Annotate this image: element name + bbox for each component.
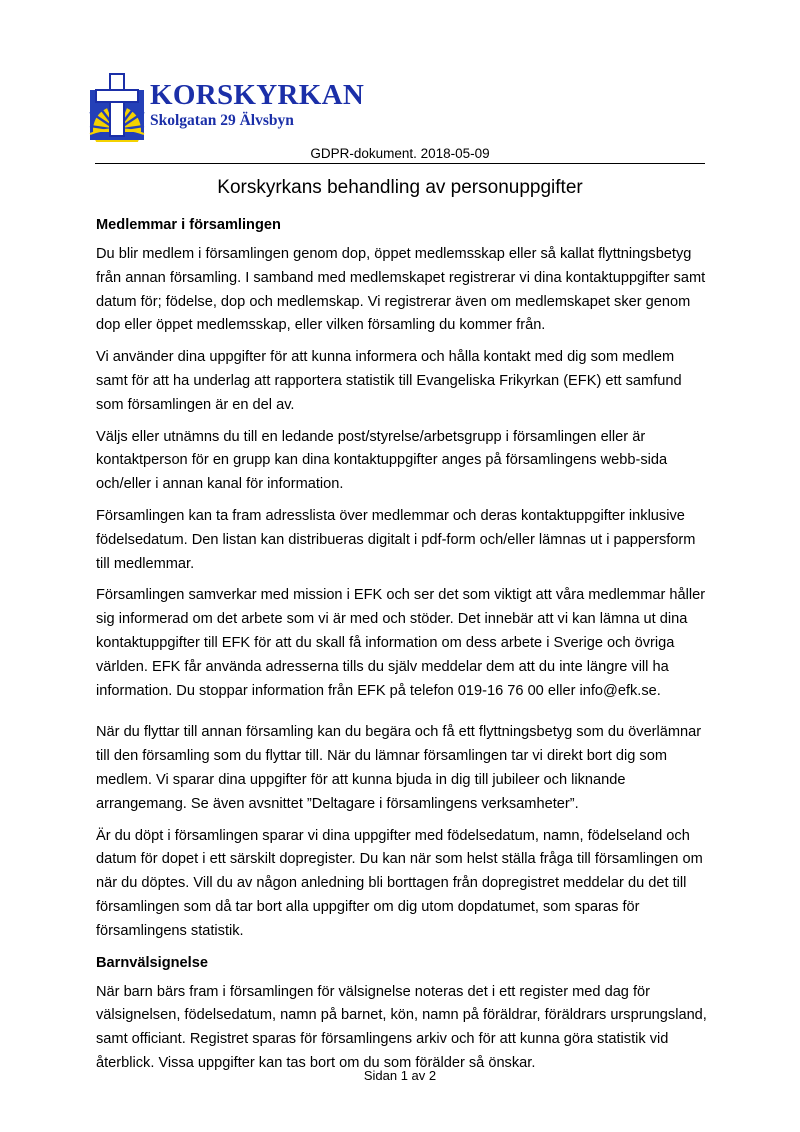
paragraph: Församlingen samverkar med mission i EFK och ser det som viktigt att våra medlemmar håller sig informerad om det arbete som vi är med och stöder. Det innebär att vi kan lämna ut dina kontaktuppgifter till EFK för att du skall få information om dess arbete i Sverige och övriga världen. EFK får använda adresserna tills du själv meddelar dem att du inte längre vill ha information. Du stoppar information från EFK på telefon 019-16 76 00 eller info@efk.se. [96,587,706,699]
paragraph: Väljs eller utnämns du till en ledande post/styrelse/arbetsgrupp i församlingen eller är kontaktperson för en grupp kan dina kontaktuppgifter anges på församlingens webb-sida och/eller i annan kanal för information. [96,428,668,493]
paragraph: När du flyttar till annan församling kan du begära och få ett flyttningsbetyg som du överlämnar till den församling som du flyttar till. När du lämnar församlingen tar vi direkt bort dig som medlem. Vi sparar dina uppgifter för att kunna bjuda in dig till jubileer och liknande arrangemang. Se även avsnittet ”Deltagare i församlingens verksamheter”. [96,724,702,812]
logo-name: KORSKYRKAN [150,79,365,111]
page-number: Sidan 1 av 2 [363,1068,437,1083]
section-heading: Medlemmar i församlingen [96,217,281,233]
document-title: Korskyrkans behandling av personuppgifter [217,177,583,198]
paragraph: Vi använder dina uppgifter för att kunna informera och hålla kontakt med dig som medlem samt för att ha underlag att rapportera statistik till Evangeliska Frikyrkan (EFK) ett samfund som församlingen är en del av. [96,349,682,413]
paragraph: När barn bärs fram i församlingen för välsignelse noteras det i ett register med dag för välsignelsen, födelsedatum, namn på barnet, kön, namn på föräldrar, föräldrars ursprungsland, samt officiant. Registret sparas för församlingens arkiv och för att kunna göra statistik vid återblick. Vissa uppgifter kan tas bort om du som förälder så önskar. [96,983,707,1071]
document-body [96,214,708,1084]
paragraph: Församlingen kan ta fram adresslista över medlemmar och deras kontaktuppgifter inklusive födelsedatum. Den listan kan distribueras digitalt i pdf-form och/eller lämnas ut i pappersform till medlemmar. [96,507,696,572]
document-header: GDPR-dokument. 2018-05-09 [310,146,490,161]
section-heading: Barnvälsignelse [96,954,208,971]
paragraph: Du blir medlem i församlingen genom dop, öppet medlemsskap eller så kallat flyttningsbetyg från annan församling. I samband med medlemskapet registrerar vi dina kontaktuppgifter samt datum för; födelse, dop och medlemskap. Vi registrerar även om medlemskapet sker genom dop eller öppet medlemsskap, eller vilken församling du kommer från. [96,246,706,334]
logo-address: Skolgatan 29 Älvsbyn [150,112,294,129]
header-divider [95,163,705,164]
paragraph: Är du döpt i församlingen sparar vi dina uppgifter med födelsedatum, namn, födelseland och datum för dopet i ett särskilt dopregister. Du kan när som helst ställa fråga till församlingen om när du döptes. Vill du av någon anledning bli borttagen från dopregistret meddelar du det till församlingen som då tar bort alla uppgifter om dig utom dopdatumet, som sparas för församlingens statistik. [96,827,703,939]
cross-sunrise-emblem [88,72,146,142]
